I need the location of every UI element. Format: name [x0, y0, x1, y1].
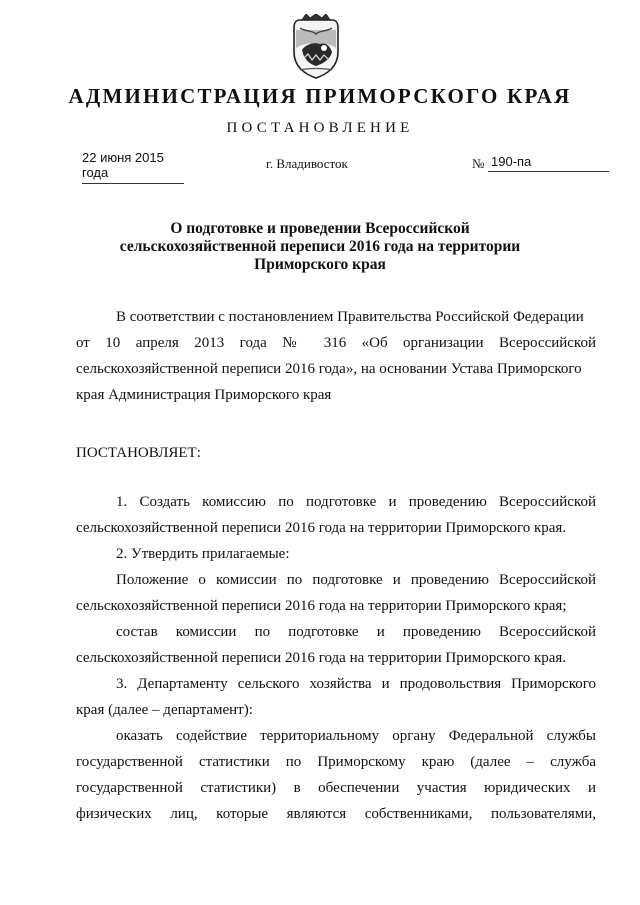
document-title: [0, 220, 640, 274]
body-line: сельскохозяйственной переписи 2016 года на территории Приморского края.: [76, 520, 567, 536]
number-value: 190-па: [488, 154, 609, 172]
body-line: 2. Утвердить прилагаемые:: [116, 546, 290, 562]
primorsky-krai-coat-of-arms-icon: [286, 14, 346, 80]
body-line: сельскохозяйственной переписи 2016 года на территории Приморского края.: [76, 650, 567, 666]
body-line: физических лиц, которые являются собственниками, пользователями,: [76, 806, 596, 822]
preamble-line: сельскохозяйственной переписи 2016 года», на основании Устава Приморского: [76, 361, 582, 377]
document-type: ПОСТАНОВЛЕНИЕ: [226, 120, 414, 136]
title-line: О подготовке и проведении Всероссийской: [170, 220, 470, 237]
title-line: Приморского края: [254, 256, 386, 273]
document-date: 22 июня 2015 года: [82, 150, 184, 184]
preamble-line: В соответствии с постановлением Правительства Российской Федерации: [116, 309, 584, 325]
preamble-line: от 10 апреля 2013 года № 316 «Об организации Всероссийской: [76, 335, 596, 351]
preamble-line: края Администрация Приморского края: [76, 387, 332, 403]
body-line: государственной статистики) в обеспечении участия юридических и: [76, 780, 596, 796]
document-city: г. Владивосток: [266, 156, 348, 171]
body-line: государственной статистики по Приморскому краю (далее – служба: [76, 754, 596, 770]
body-line: 3. Департаменту сельского хозяйства и продовольствия Приморского: [116, 676, 596, 692]
body-line: Положение о комиссии по подготовке и проведению Всероссийской: [116, 572, 596, 588]
body-line: состав комиссии по подготовке и проведению Всероссийской: [116, 624, 596, 640]
body-line: края (далее – департамент):: [76, 702, 253, 718]
body-line: сельскохозяйственной переписи 2016 года на территории Приморского края;: [76, 598, 567, 614]
number-sign: №: [472, 156, 485, 171]
body-line: оказать содействие территориальному органу Федеральной службы: [116, 728, 596, 744]
title-line: сельскохозяйственной переписи 2016 года на территории: [119, 238, 521, 255]
body-line: 1. Создать комиссию по подготовке и проведению Всероссийской: [116, 494, 596, 510]
resolves-heading: ПОСТАНОВЛЯЕТ:: [76, 445, 201, 461]
administration-heading: АДМИНИСТРАЦИЯ ПРИМОРСКОГО КРАЯ: [68, 84, 572, 108]
